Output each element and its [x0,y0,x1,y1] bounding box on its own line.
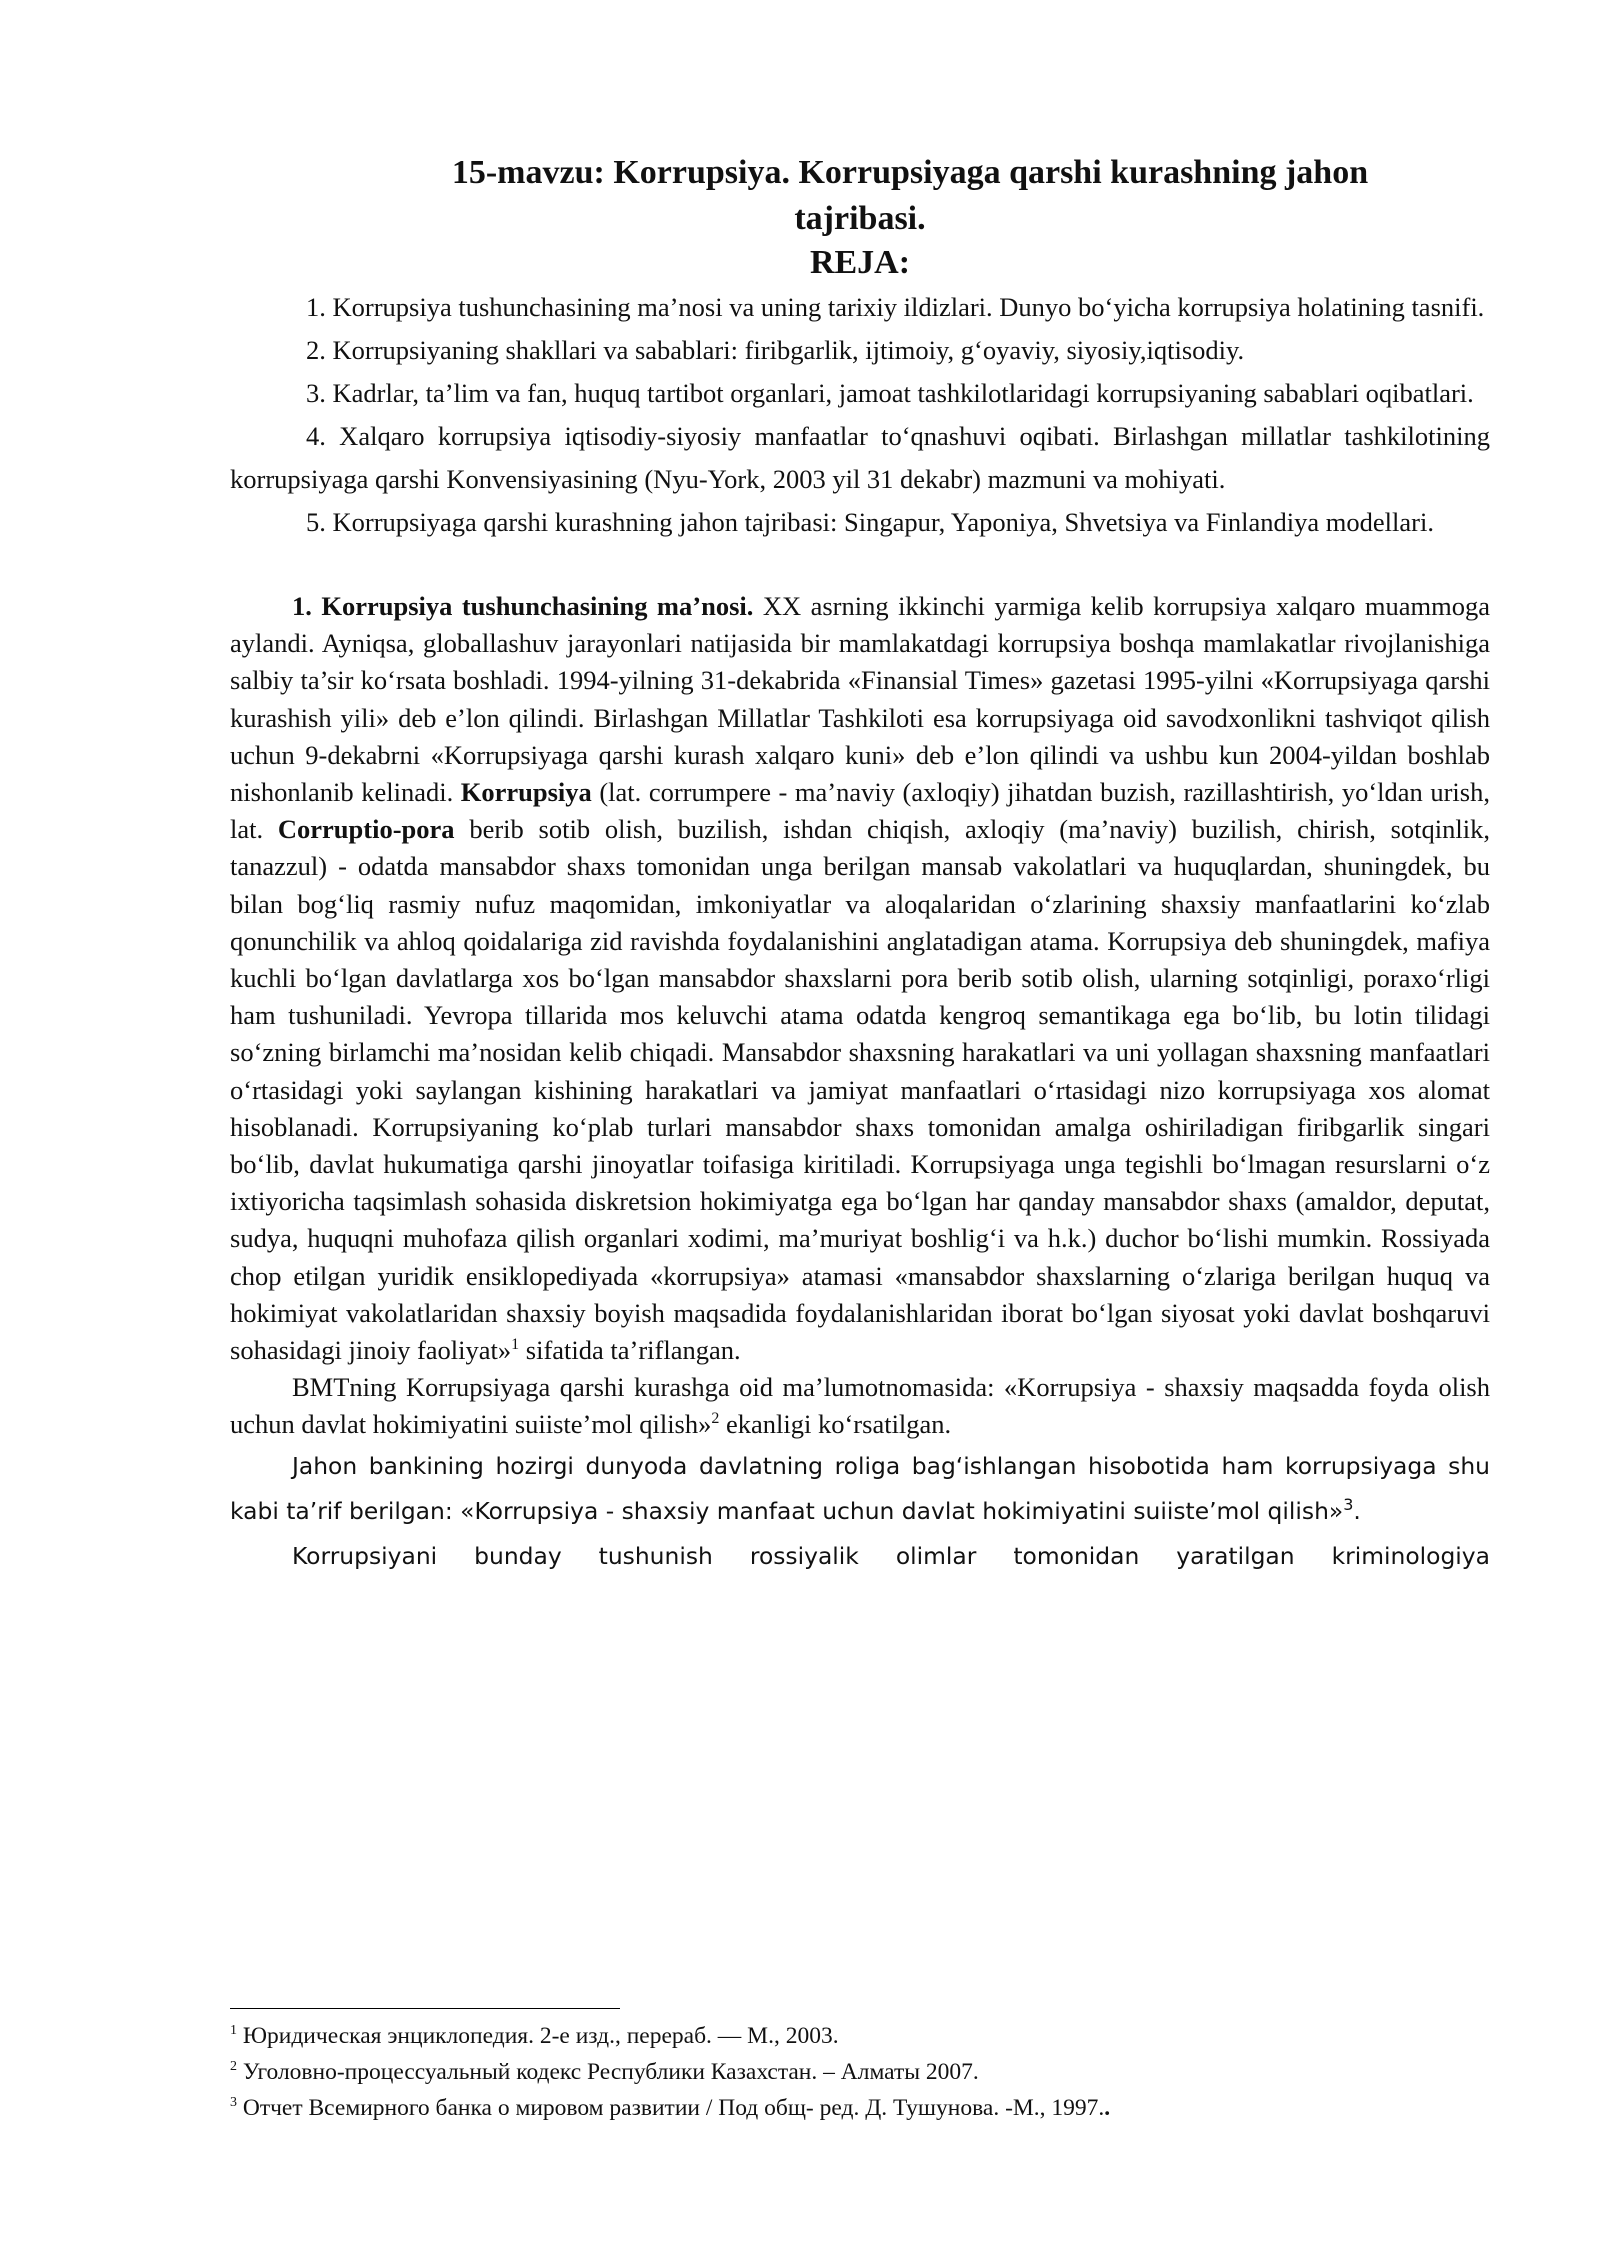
footnote-ref-3[interactable]: 3 [1343,1494,1354,1514]
paragraph-text: ekanligi ko‘rsatilgan. [719,1409,952,1440]
footnote-3 [230,2090,1490,2126]
term-korrupsiya: Korrupsiya [460,777,592,808]
footnote-separator [230,2008,620,2009]
footnote-2 [230,2054,1490,2090]
plan-item: 5. Korrupsiyaga qarshi kurashning jahon tajribasi: Singapur, Yaponiya, Shvetsiya va Finlandiya modellari. [306,507,1434,537]
paragraph-text: berib sotib olish, buzilish, ishdan chiqish, axloqiy (ma’naviy) buzilish, chirish, sotqinlik, tanazzul) - odatda mansabdor shaxs tomonidan unga berilgan mansab vakolatlari va huquqlardan, shuningdek, bu bilan bog‘liq rasmiy nufuz maqomidan, imkoniyatlar va aloqalaridan o‘zlarining shaxsiy manfaatlarini ko‘zlab qonunchilik va ahloq qoidalariga zid ravishda foydalanishini anglatadigan atama. Korrupsiya deb shuningdek, mafiya kuchli bo‘lgan davlatlarga xos bo‘lgan mansabdor shaxslarni pora berib sotib olish, ularning sotqinligi, poraxo‘rligi ham tushuniladi. Yevropa tillarida mos keluvchi atama odatda kengroq semantikaga ega bo‘lib, bu lotin tilidagi so‘zning birlamchi ma’nosidan kelib chiqadi. Mansabdor shaxsning harakatlari va uni yollagan shaxsning manfaatlari o‘rtasidagi yoki saylangan kishining harakatlari va jamiyat manfaatlari o‘rtasidagi nizo korrupsiyaga xos alomat hisoblanadi. Korrupsiyaning ko‘plab turlari mansabdor shaxs tomonidan amalga oshiriladigan firibgarlik singari bo‘lib, davlat hukumatiga qarshi jinoyatlar toifasiga kiritiladi. Korrupsiyaga unga tegishli bo‘lmagan resurslarni o‘z ixtiyoricha taqsimlash sohasida diskretsion hokimiyatga ega bo‘lgan har qanday mansabdor shaxs (amaldor, deputat, sudya, huquqni muhofaza qilish organlari xodimi, ma’muriyat boshlig‘i va h.k.) duchor bo‘lishi mumkin. Rossiyada chop etilgan yuridik ensiklopediyada «korrupsiya» atamasi «mansabdor shaxslarning o‘zlariga berilgan huquq va hokimiyat vakolatlaridan shaxsiy boyish maqsadida foydalanishlaridan iborat bo‘lgan siyosat yoki davlat boshqaruvi sohasidagi jinoiy faoliyat» [230,814,1490,1366]
footnote-end-mark: . [1104,2095,1111,2121]
paragraph-world-bank [230,1444,1490,1534]
plan-item: 1. Korrupsiya tushunchasining ma’nosi va uning tarixiy ildizlari. Dunyo bo‘yicha korrupsiya holatining tasnifi. [306,292,1485,322]
paragraph-text: (lat. corrumpere - ma’naviy (axloqiy) jihatdan buzish, razillashtirish, yo‘ldan urish, lat. [230,777,1490,845]
term-corruptio-pora: Corruptio-pora [277,814,455,845]
paragraph-text: sifatida ta’riflangan. [519,1335,741,1366]
document-page [230,150,1490,1579]
paragraph-text: BMTning Korrupsiyaga qarshi kurashga oid ma’lumotnomasida: «Korrupsiya - shaxsiy maqsadda foyda olish uchun davlat hokimiyatini suiiste’mol qilish» [230,1372,1490,1440]
footnote-text: Уголовно-процессуальный кодекс Республики Казахстан. – Алматы 2007. [237,2059,979,2085]
plan-item: 2. Korrupsiyaning shakllari va sabablari: firibgarlik, ijtimoiy, g‘oyaviy, siyosiy,iqtisodiy. [306,335,1245,365]
footnote-number: 3 [230,2095,237,2111]
plan-list [230,286,1490,544]
page-title [230,150,1490,242]
paragraph-bmt [230,1369,1490,1443]
footnote-1 [230,2018,1490,2054]
paragraph-continued: Korrupsiyani bunday tushunish rossiyalik olimlar tomonidan yaratilgan kriminologiya [292,1541,1490,1570]
footnotes [230,2018,1490,2126]
title-line-2: tajribasi. [794,200,926,237]
paragraph-text: . [1353,1496,1361,1525]
footnote-number: 2 [230,2059,237,2075]
plan-item: 4. Xalqaro korrupsiya iqtisodiy-siyosiy manfaatlar to‘qnashuvi oqibati. Birlashgan millatlar tashkilotining korrupsiyaga qarshi Konvensiyasining (Nyu-York, 2003 yil 31 dekabr) mazmuni va mohiyati. [230,421,1490,494]
footnote-text: Юридическая энциклопедия. 2-е изд., перераб. — М., 2003. [237,2023,839,2049]
plan-heading: REJA: [809,244,911,281]
title-line-1: 15-mavzu: Korrupsiya. Korrupsiyaga qarshi kurashning jahon [451,154,1369,191]
section-1-paragraph [230,588,1490,1369]
footnote-ref-1[interactable]: 1 [511,1336,520,1354]
body-text [230,588,1490,1444]
body-text-sans [230,1444,1490,1579]
plan-item: 3. Kadrlar, ta’lim va fan, huquq tartibot organlari, jamoat tashkilotlaridagi korrupsiyaning sabablari oqibatlari. [306,378,1474,408]
footnote-ref-2[interactable]: 2 [711,1410,720,1428]
paragraph-text: XX asrning ikkinchi yarmiga kelib korrupsiya xalqaro muammoga aylandi. Ayniqsa, globallashuv jarayonlari natijasida bir mamlakatdagi korrupsiya boshqa mamlakatlar rivojlanishiga salbiy ta’sir ko‘rsata boshladi. 1994-yilning 31-dekabrida «Finansial Times» gazetasi 1995-yilni «Korrupsiyaga qarshi kurashish yili» deb e’lon qilindi. Birlashgan Millatlar Tashkiloti esa korrupsiyaga oid savodxonlikni tashviqot qilish uchun 9-dekabrni «Korrupsiyaga qarshi kurash xalqaro kuni» deb e’lon qilindi va ushbu kun 2004-yildan boshlab nishonlanib kelinadi. [230,591,1490,808]
paragraph-text: Jahon bankining hozirgi dunyoda davlatning roliga bag‘ishlangan hisobotida ham korrupsiyaga shu kabi ta’rif berilgan: «Korrupsiya - shaxsiy manfaat uchun davlat hokimiyatini suiiste’mol qilish» [230,1451,1490,1525]
section-1-heading: 1. Korrupsiya tushunchasining ma’nosi. [292,591,754,621]
footnote-text: Отчет Всемирного банка о мировом развитии / Под общ- ред. Д. Тушунова. -М., 1997. [237,2095,1105,2121]
footnote-number: 1 [230,2023,237,2039]
